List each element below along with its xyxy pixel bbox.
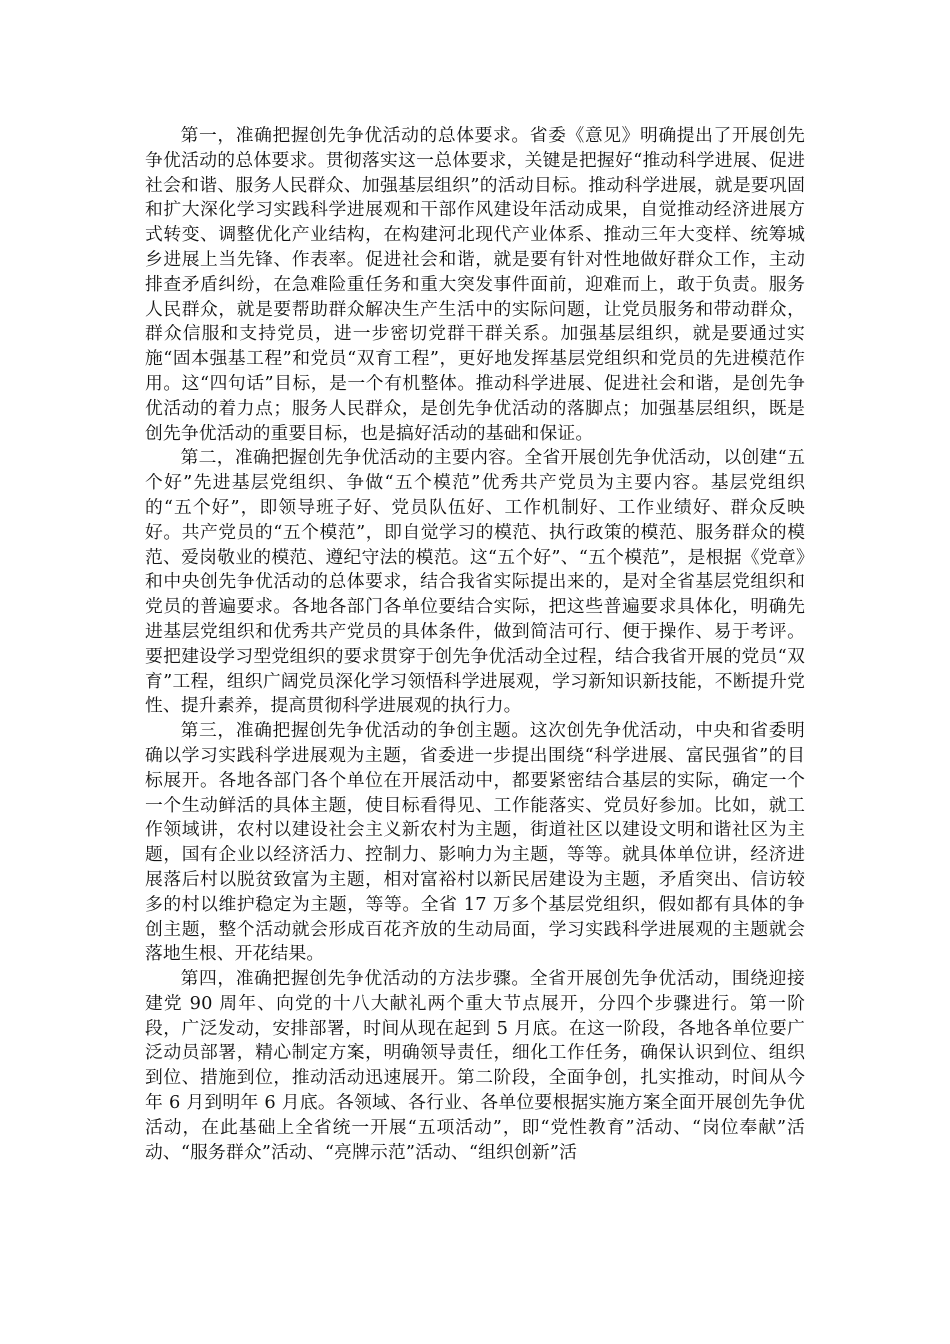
paragraph-4: 第四，准确把握创先争优活动的方法步骤。全省开展创先争优活动，围绕迎接建党 90 周年、向党的十八大献礼两个重大节点展开，分四个步骤进行。第一阶段，广泛发动，安排部署，时间从现在起到 5 月底。在这一阶段，各地各单位要广泛动员部署，精心制定方案，明确领导责任，细化工作任务，确保认识到位、组织到位、措施到位，推动活动迅速展开。第二阶段，全面争创，扎实推动，时间从今年 6 月到明年 6 月底。各领域、各行业、各单位要根据实施方案全面开展创先争优活动，在此基础上全省统一开展“五项活动”，即“党性教育”活动、“岗位奉献”活动、“服务群众”活动、“亮牌示范”活动、“组织创新”活 bbox=[145, 968, 805, 1163]
paragraph-1: 第一，准确把握创先争优活动的总体要求。省委《意见》明确提出了开展创先争优活动的总体要求。贯彻落实这一总体要求，关键是把握好“推动科学进展、促进社会和谐、服务人民群众、加强基层组织”的活动目标。推动科学进展，就是要巩固和扩大深化学习实践科学进展观和干部作风建设年活动成果，自觉推动经济进展方式转变、调整优化产业结构，在构建河北现代产业体系、推动三年大变样、统筹城乡进展上当先锋、作表率。促进社会和谐，就是要有针对性地做好群众工作，主动排查矛盾纠纷，在急难险重任务和重大突发事件面前，迎难而上，敢于负责。服务人民群众，就是要帮助群众解决生产生活中的实际问题，让党员服务和带动群众，群众信服和支持党员，进一步密切党群干群关系。加强基层组织，就是要通过实施“固本强基工程”和党员“双育工程”，更好地发挥基层党组织和党员的先进模范作用。这“四句话”目标，是一个有机整体。推动科学进展、促进社会和谐，是创先争优活动的着力点；服务人民群众，是创先争优活动的落脚点；加强基层组织，既是创先争优活动的重要目标，也是搞好活动的基础和保证。 bbox=[145, 125, 805, 444]
paragraph-3: 第三，准确把握创先争优活动的争创主题。这次创先争优活动，中央和省委明确以学习实践科学进展观为主题，省委进一步提出围绕“科学进展、富民强省”的目标展开。各地各部门各个单位在开展活动中，都要紧密结合基层的实际，确定一个一个生动鲜活的具体主题，使目标看得见、工作能落实、党员好参加。比如，就工作领域讲，农村以建设社会主义新农村为主题，街道社区以建设文明和谐社区为主题，国有企业以经济活力、控制力、影响力为主题，等等。就具体单位讲，经济进展落后村以脱贫致富为主题，相对富裕村以新民居建设为主题，矛盾突出、信访较多的村以维护稳定为主题，等等。全省 17 万多个基层党组织，假如都有具体的争创主题，整个活动就会形成百花齐放的生动局面，学习实践科学进展观的主题就会落地生根、开花结果。 bbox=[145, 720, 805, 965]
document-page bbox=[145, 124, 805, 1165]
paragraph-2: 第二，准确把握创先争优活动的主要内容。全省开展创先争优活动，以创建“五个好”先进基层党组织、争做“五个模范”优秀共产党员为主要内容。基层党组织的“五个好”，即领导班子好、党员队伍好、工作机制好、工作业绩好、群众反映好。共产党员的“五个模范”，即自觉学习的模范、执行政策的模范、服务群众的模范、爱岗敬业的模范、遵纪守法的模范。这“五个好”、“五个模范”，是根据《党章》和中央创先争优活动的总体要求，结合我省实际提出来的，是对全省基层党组织和党员的普遍要求。各地各部门各单位要结合实际，把这些普遍要求具体化，明确先进基层党组织和优秀共产党员的具体条件，做到简洁可行、便于操作、易于考评。要把建设学习型党组织的要求贯穿于创先争优活动全过程，结合我省开展的党员“双育”工程，组织广阔党员深化学习领悟科学进展观，学习新知识新技能，不断提升党性、提升素养，提高贯彻科学进展观的执行力。 bbox=[145, 447, 805, 717]
